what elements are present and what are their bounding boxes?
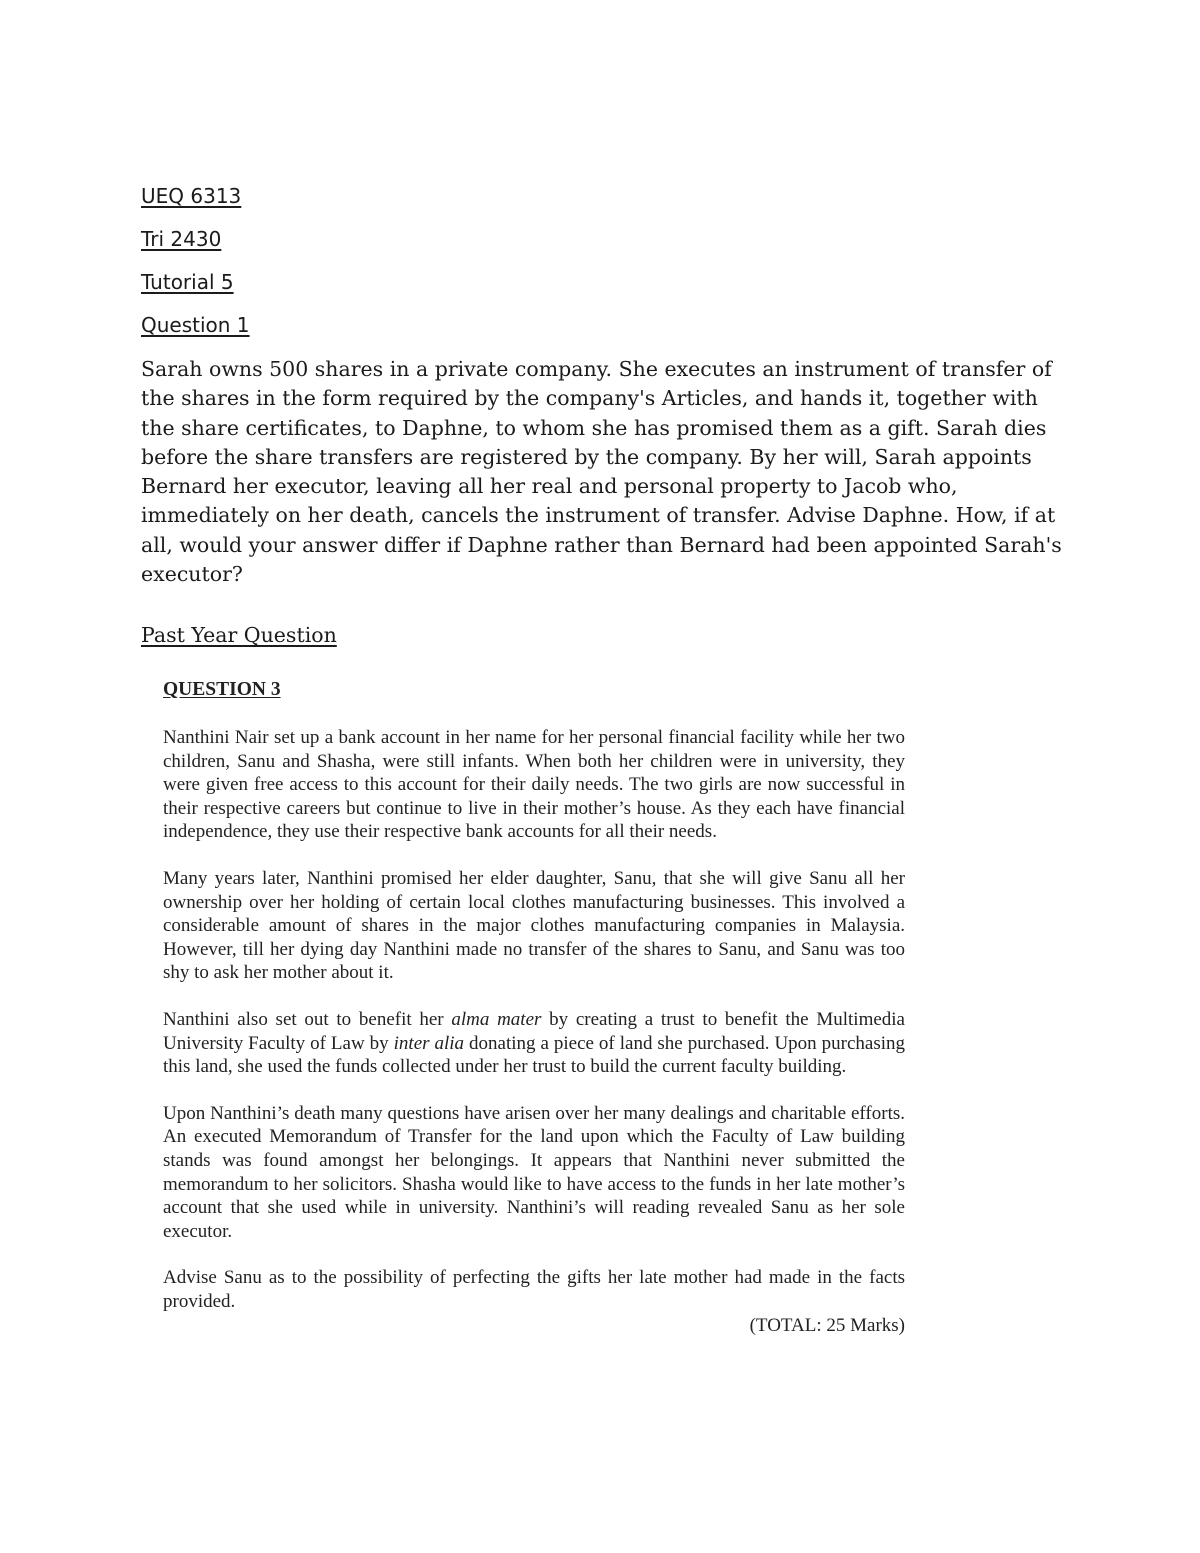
inter-alia-term: inter alia [393,1032,465,1054]
paragraph-3-part-b: by creating a trust to benefit the Multimedia University Faculty of Law by [163,1008,905,1054]
paragraph-4: Upon Nanthini’s death many questions have arisen over her many dealings and charitable efforts. An executed Memorandum of Transfer for the land upon which the Faculty of Law building stands was found amongst her belongings. It appears that Nanthini never submitted the memorandum to her solicitors. Shasha would like to have access to the funds in her late mother’s account that she used while in university. Nanthini’s will reading revealed Sanu as her sole executor. [163,1102,905,1242]
document-header [141,180,1071,352]
paragraph-3-part-c: donating a piece of land she purchased. Upon purchasing this land, she used the funds collected under her trust to build the current faculty building. [163,1032,905,1078]
question-1-text: Sarah owns 500 shares in a private company. She executes an instrument of transfer of the shares in the form required by the company's Articles, and hands it, together with the share certificates, to Daphne, to whom she has promised them as a gift. Sarah dies before the share transfers are registered by the company. By her will, Sarah appoints Bernard her executor, leaving all her real and personal property to Jacob who, immediately on her death, cancels the instrument of transfer. Advise Daphne. How, if at all, would your answer differ if Daphne rather than Bernard had been appointed Sarah's executor? [141,357,1062,587]
alma-mater-term: alma mater [451,1008,542,1030]
scanned-past-year-question [163,676,905,1338]
tutorial-label: Tutorial 5 [141,270,234,294]
past-year-heading: Past Year Question [141,623,337,647]
question-3-title: QUESTION 3 [163,679,281,700]
paragraph-3-part-a: Nanthini also set out to benefit her [163,1008,452,1030]
question-1-label: Question 1 [141,313,250,337]
paragraph-3 [163,1008,905,1079]
total-marks: (TOTAL: 25 Marks) [749,1315,905,1337]
paragraph-1: Nanthini Nair set up a bank account in her name for her personal financial facility while her two children, Sanu and Shasha, were still infants. When both her children were in university, they were given free access to this account for their daily needs. The two girls are now successful in their respective careers but continue to live in their mother’s house. As they each have financial independence, they use their respective bank accounts for all their needs. [163,727,905,843]
trimester-label: Tri 2430 [141,227,222,251]
paragraph-5: Advise Sanu as to the possibility of perfecting the gifts her late mother had made in the facts provided. [163,1267,905,1312]
course-code: UEQ 6313 [141,184,242,208]
paragraph-2: Many years later, Nanthini promised her elder daughter, Sanu, that she will give Sanu all her ownership over her holding of certain local clothes manufacturing businesses. This involved a considerable amount of shares in the major clothes manufacturing companies in Malaysia. However, till her dying day Nanthini made no transfer of the shares to Sanu, and Sanu was too shy to ask her mother about it. [163,867,905,984]
